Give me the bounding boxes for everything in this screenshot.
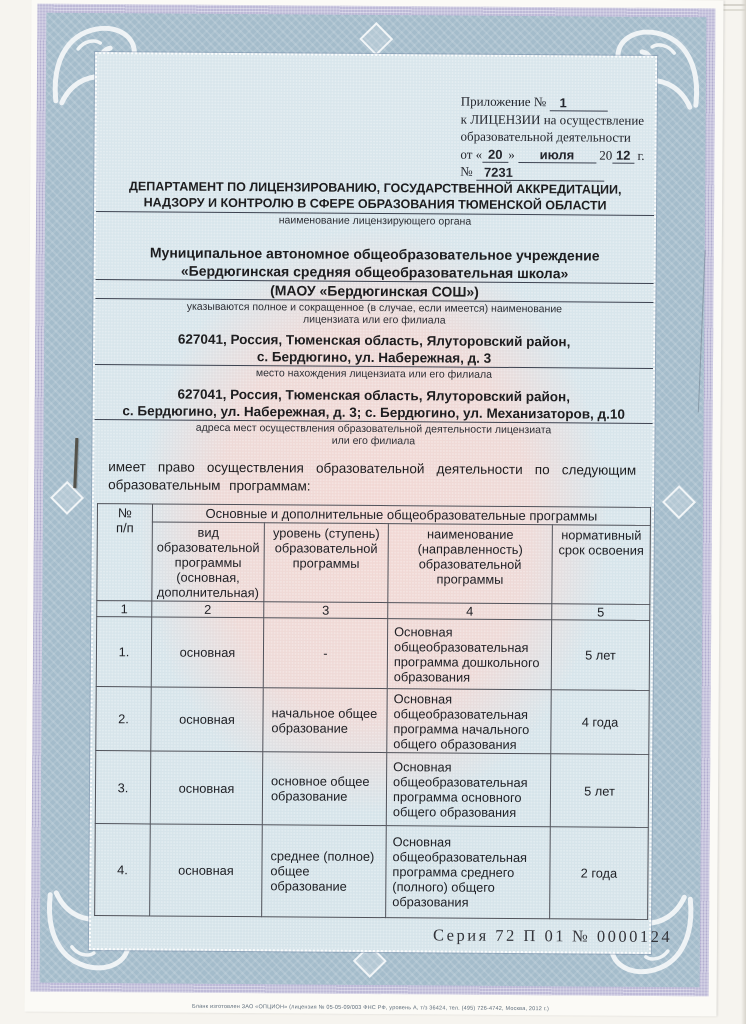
authority-caption: наименование лицензирующего органа [278, 214, 472, 228]
index-cell: 1 [97, 601, 152, 617]
table-row [95, 751, 648, 828]
table-row [96, 687, 649, 755]
row-level: - [263, 618, 387, 689]
certificate-page [24, 0, 723, 1016]
licensing-authority [96, 178, 654, 229]
annex-number-line [461, 93, 665, 112]
license-number-line [460, 163, 664, 182]
location-line2: с. Бердюгино, ул. Набережная, д. 3 [95, 347, 653, 369]
addresses-line1: 627041, Россия, Тюменская область, Ялуторовский район, [177, 386, 571, 405]
column-header-num [97, 504, 153, 601]
border-medallion [662, 485, 696, 519]
row-level: среднее (полное) общее образование [262, 825, 387, 918]
form-series-number [433, 925, 678, 947]
row-term: 2 года [550, 827, 649, 920]
row-num: 3. [95, 751, 151, 824]
table-row [96, 617, 649, 691]
licensee-caption [95, 300, 653, 328]
row-program-name: Основная общеобразовательная программа начального общего образования [387, 689, 551, 754]
addresses-caption [94, 421, 652, 449]
license-date-day: 20 [482, 147, 508, 163]
index-cell: 3 [264, 602, 388, 619]
row-kind: основная [151, 617, 263, 688]
annex-number-value: 1 [549, 95, 607, 111]
row-term: 4 года [551, 690, 649, 755]
border-medallion [359, 22, 393, 56]
annex-license-line2: образовательной деятельности [460, 128, 631, 145]
row-num: 1. [96, 617, 151, 687]
licensee-name-block [95, 243, 654, 328]
border-medallion [50, 481, 84, 515]
addresses-line2: с. Бердюгино, ул. Набережная, д. 3; с. Бердюгино, ул. Механизаторов, д.10 [95, 402, 653, 424]
row-program-name: Основная общеобразовательная программа дошкольного образования [387, 619, 551, 690]
row-level: начальное общее образование [263, 688, 387, 753]
row-kind: основная [150, 751, 263, 825]
column-header-kind: вид образовательной программы (основная, дополнительная) [152, 522, 265, 602]
date-suffix: г. [637, 147, 645, 163]
rights-statement: имеет право осуществления образовательной деятельности по следующим образовательным программам: [108, 459, 637, 494]
row-kind: основная [151, 687, 263, 752]
licensee-caption-line1: указываются полное и сокращенное (в случае, если имеется) наименование [186, 300, 563, 316]
license-date-month: июля [518, 147, 596, 164]
license-date-line [460, 145, 664, 164]
licensee-location-block [95, 330, 653, 382]
row-program-name: Основная общеобразовательная программа основного общего образования [386, 753, 551, 827]
table-group-header: Основные и дополнительные общеобразовательные программы [152, 504, 650, 525]
license-date-year: 12 [612, 148, 634, 164]
licensee-full-name-line2: «Бердюгинская средняя общеобразовательная школа» [96, 261, 654, 284]
row-term: 5 лет [551, 620, 649, 691]
column-header-term: нормативный срок освоения [552, 525, 651, 605]
license-number-value: 7231 [476, 164, 604, 181]
index-cell: 2 [152, 601, 264, 618]
licensee-caption-line2: лицензиата или его филиала [302, 313, 446, 327]
location-line1: 627041, Россия, Тюменская область, Ялуторовский район, [177, 331, 571, 350]
date-prefix: от « [460, 146, 483, 162]
date-century: 20 [599, 147, 613, 163]
index-cell: 5 [552, 604, 650, 621]
date-quote: » [508, 146, 515, 162]
annex-license-line1: к ЛИЦЕНЗИИ на осуществление [460, 111, 645, 128]
licensee-short-name: (МАОУ «Бердюгинская СОШ») [95, 280, 653, 303]
location-caption: место нахождения лицензиата или его филиала [255, 367, 492, 381]
annex-header [460, 93, 665, 182]
column-header-level: уровень (ступень) образовательной программы [264, 523, 389, 603]
scan-edge-shadow [741, 0, 746, 1024]
row-num: 2. [96, 687, 151, 751]
num-header-line1: № [117, 505, 132, 521]
table-row [95, 824, 649, 920]
row-program-name: Основная общеобразовательная программа среднего (полного) общего образования [386, 826, 551, 919]
licensee-full-name-line1: Муниципальное автономное общеобразовательное учреждение [149, 244, 600, 264]
license-number-label: № [460, 163, 473, 179]
programs-table [94, 503, 651, 920]
form-printer-note: Бланк изготовлен ЗАО «ОПЦИОН» (лицензия № 05-05-09/003 ФНС РФ, уровень А, т/з 36424, тел. (495) 726-4742, Москва, 2012 г.) [191, 1003, 550, 1013]
addresses-caption-line2: или его филиала [331, 434, 416, 448]
activity-addresses-block [94, 385, 652, 449]
addresses-caption-line1: адреса мест осуществления образовательной деятельности лицензиата [195, 421, 552, 437]
guilloche-outer-border [31, 4, 716, 997]
num-header-line2: п/п [115, 520, 134, 536]
authority-name-line2: НАДЗОРУ И КОНТРОЛЮ В СФЕРЕ ОБРАЗОВАНИЯ ТЮМЕНСКОЙ ОБЛАСТИ [143, 195, 607, 213]
annex-label: Приложение № [460, 93, 547, 110]
document-field [89, 52, 673, 954]
row-kind: основная [150, 824, 263, 917]
row-num: 4. [95, 824, 151, 916]
column-header-name: наименование (направленность) образовательной программы [388, 524, 553, 604]
index-cell: 4 [388, 603, 552, 620]
series-value: № 0000124 [571, 926, 673, 947]
series-label: Серия 72 П 01 [432, 925, 567, 946]
authority-name-line1: ДЕПАРТАМЕНТ ПО ЛИЦЕНЗИРОВАНИЮ, ГОСУДАРСТВЕННОЙ АККРЕДИТАЦИИ, [128, 179, 622, 197]
row-term: 5 лет [550, 754, 649, 828]
row-level: основное общее образование [262, 752, 387, 826]
authority-name [96, 178, 654, 216]
